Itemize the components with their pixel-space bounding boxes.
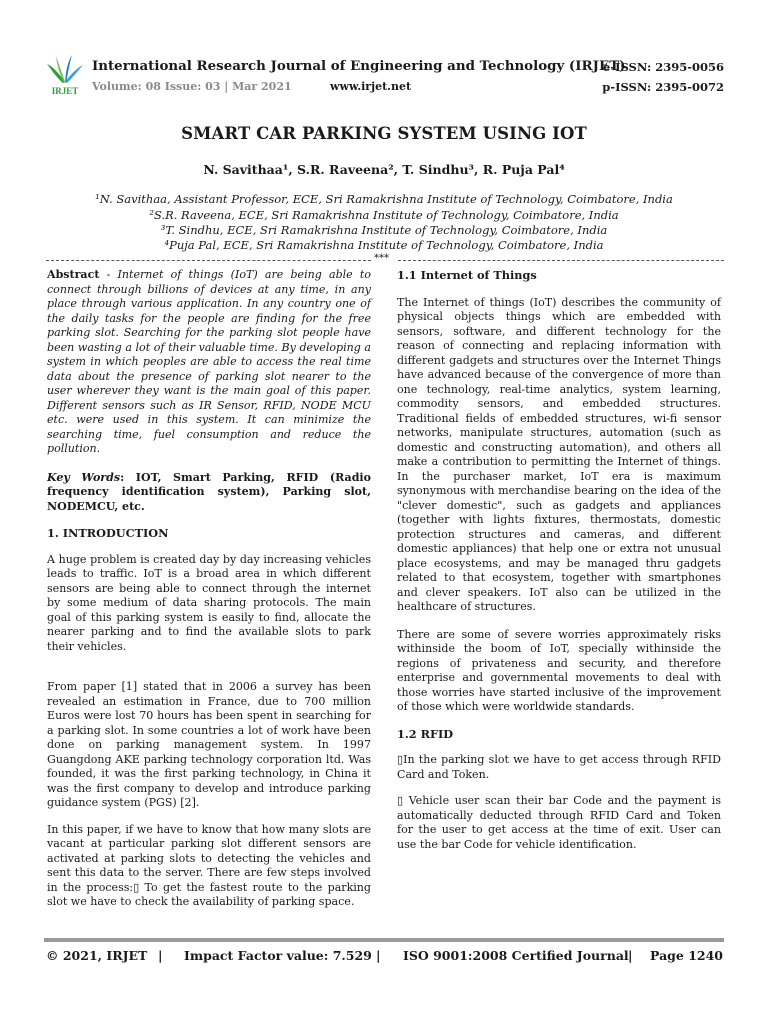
rfid-heading: 1.2 RFID <box>397 726 454 741</box>
intro-paragraph-1: A huge problem is created day by day increasing vehicles leads to traffic. IoT is a broad area in which different sensors are being able to connect through the internet by some medium of data sharing protocols. The main goal of this parking system is easily to find, allocate the nearer parking and to find the available slots to park their vehicles. <box>47 552 371 653</box>
rfid-paragraph-2: ▯ Vehicle user scan their bar Code and the payment is automatically deducted through RFID Card and Token for the user to get access at the time of exit. User can use the bar Code for vehicle identification. <box>397 794 721 851</box>
logo-text: IRJET <box>51 86 79 96</box>
e-issn: e-ISSN: 2395-0056 <box>603 60 724 74</box>
right-column <box>397 268 721 852</box>
keywords-label: Key Words <box>47 470 121 484</box>
journal-header <box>44 52 724 96</box>
abstract-label: Abstract <box>47 268 100 281</box>
affiliation-3: ³T. Sindhu, ECE, Sri Ramakrishna Institute of Technology, Coimbatore, India <box>160 223 608 237</box>
affiliation-2: ²S.R. Raveena, ECE, Sri Ramakrishna Institute of Technology, Coimbatore, India <box>149 208 619 222</box>
affiliation-1: ¹N. Savithaa, Assistant Professor, ECE, Sri Ramakrishna Institute of Technology, Coimbatore, India <box>95 192 673 206</box>
paper-authors: N. Savithaa¹, S.R. Raveena², T. Sindhu³, R. Puja Pal⁴ <box>203 162 565 177</box>
paper-title: SMART CAR PARKING SYSTEM USING IOT <box>181 124 587 143</box>
affiliation-4: ⁴Puja Pal, ECE, Sri Ramakrishna Institute of Technology, Coimbatore, India <box>164 238 604 252</box>
p-issn: p-ISSN: 2395-0072 <box>602 80 724 94</box>
separator-line-right <box>398 260 724 261</box>
separator-line-left <box>46 260 371 261</box>
journal-website: www.irjet.net <box>330 80 412 93</box>
keywords-text: : IOT, Smart Parking, RFID (Radio frequency identification system), Parking slot, NODEMCU, etc. <box>47 470 371 513</box>
iot-heading: 1.1 Internet of Things <box>397 268 537 282</box>
footer-separator: | <box>628 948 633 963</box>
footer-copyright: © 2021, IRJET <box>46 948 148 963</box>
footer-impact-factor: Impact Factor value: 7.529 <box>184 948 372 963</box>
left-column <box>47 268 371 910</box>
intro-paragraph-2: From paper [1] stated that in 2006 a survey has been revealed an estimation in France, due to 700 million Euros were lost 70 hours has been spent in searching for a parking slot. In some countries a lot of work have been done on parking management system. In 1997 Guangdong AKE parking technology corporation ltd. Was founded, it was the first parking technology, in China it was the first company to develop and introduce parking guidance system (PGS) [2]. <box>47 680 371 809</box>
intro-paragraph-3: In this paper, if we have to know that how many slots are vacant at particular parking slot different sensors are activated at parking slots to detecting the vehicles and sent this data to the server. There are few steps involved in the process:▯ To get the fastest route to the parking slot we have to check the availability of parking space. <box>47 822 371 908</box>
footer-page-number: Page 1240 <box>650 948 723 963</box>
iot-paragraph-2: There are some of severe worries approximately risks withinside the boom of IoT, specially withinside the regions of privateness and security, and therefore enterprise and governmental movements to deal with those worries have started inclusive of the improvement of those which were worldwide standards. <box>397 627 721 713</box>
volume-issue: Volume: 08 Issue: 03 | Mar 2021 <box>92 80 292 93</box>
footer-separator: | <box>376 948 381 963</box>
journal-name: International Research Journal of Engineering and Technology (IRJET) <box>92 58 626 74</box>
section-separator <box>46 255 724 265</box>
irjet-logo <box>44 52 86 96</box>
abstract <box>47 268 371 457</box>
iot-paragraph-1: The Internet of things (IoT) describes the community of physical objects things which are embedded with sensors, software, and different technology for the reason of connecting and replacing information with different gadgets and structures over the Internet Things have advanced because of the convergence of more than one technology, real-time analytics, system learning, commodity sensors, and embedded structures. Traditional fields of embedded structures, wi-fi sensor networks, manipulate structures, automation (such as domestic and constructing automation), and others all make a contribution to permitting the Internet of things. In the purchaser market, IoT era is maximum synonymous with merchandise bearing on the idea of the "clever domestic", such as gadgets and appliances (together with lights fixtures, thermostats, domestic protection structures and cameras, and different domestic appliances) that help one or extra not unusual place ecosystems, and may be managed thru gadgets related to that ecosystem, together with smartphones and clever speakers. IoT also can be utilized in the healthcare of structures. <box>397 295 721 613</box>
footer-rule <box>44 938 724 942</box>
keywords <box>47 471 371 515</box>
footer-iso: ISO 9001:2008 Certified Journal <box>403 948 629 963</box>
rfid-paragraph-1: ▯In the parking slot we have to get access through RFID Card and Token. <box>397 753 721 781</box>
footer-separator: | <box>158 948 163 963</box>
introduction-heading: 1. INTRODUCTION <box>47 526 169 540</box>
abstract-text: - Internet of things (IoT) are being able to connect through billions of devices at any time, in any place through various application. In any country one of the daily tasks for the people are finding for the free parking slot. Searching for the parking slot people have been wasting a lot of their valuable time. By developing a system in which peoples are able to access the real time data about the presence of parking slot nearer to the user wherever they want is the main goal of this paper. Different sensors such as IR Sensor, RFID, NODE MCU etc. were used in this system. It can minimize the searching time, fuel consumption and reduce the pollution. <box>47 268 371 455</box>
separator-stars: *** <box>374 253 389 264</box>
